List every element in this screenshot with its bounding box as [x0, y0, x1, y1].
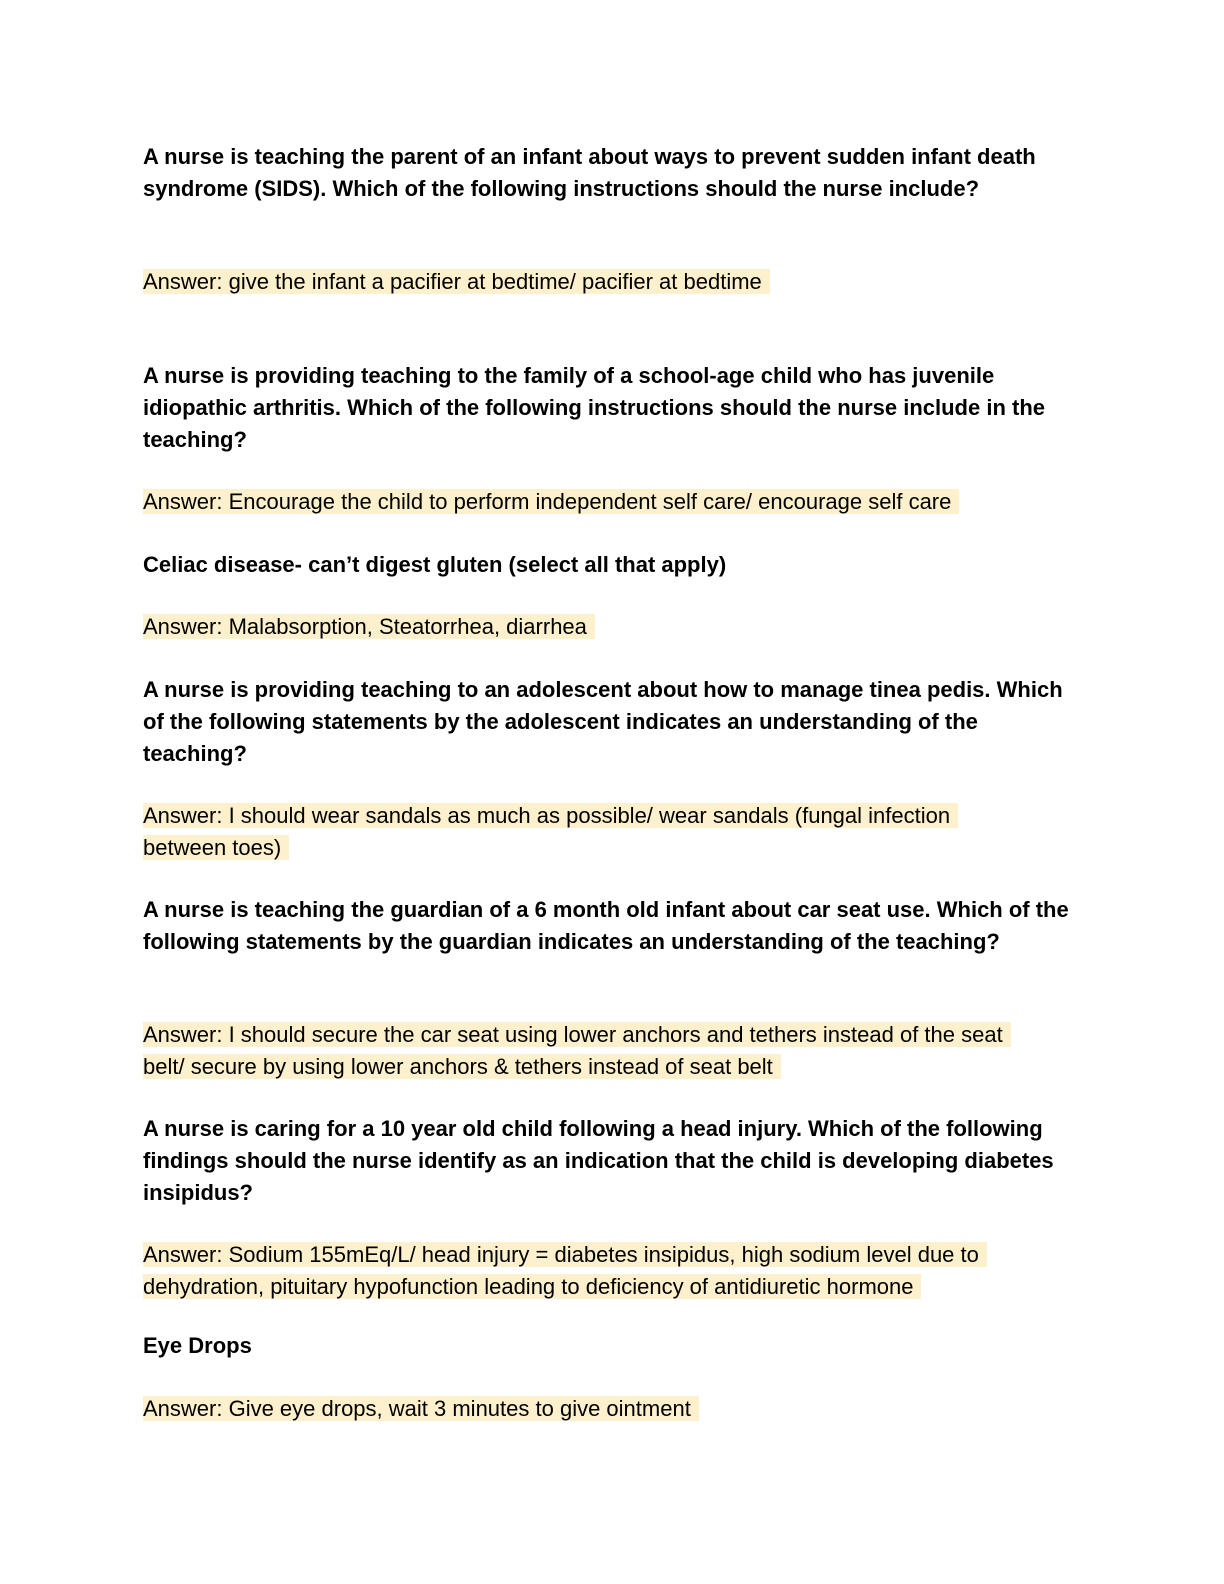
answer-4 [143, 800, 1028, 864]
answer-6 [143, 1239, 1063, 1303]
answer-6-text: Answer: Sodium 155mEq/L/ head injury = diabetes insipidus, high sodium level due to dehydration, pituitary hypofunction leading to deficiency of antidiuretic hormone [143, 1242, 987, 1299]
question-2: A nurse is providing teaching to the family of a school-age child who has juvenile idiopathic arthritis. Which of the following instructions should the nurse include in the teaching? [143, 363, 1046, 452]
answer-2-text: Answer: Encourage the child to perform independent self care/ encourage self care [143, 489, 959, 514]
answer-3-text: Answer: Malabsorption, Steatorrhea, diarrhea [143, 614, 595, 639]
answer-7-text: Answer: Give eye drops, wait 3 minutes to give ointment [143, 1396, 699, 1421]
question-5: A nurse is teaching the guardian of a 6 month old infant about car seat use. Which of the following statements by the guardian indicates an understanding of the teaching? [143, 897, 1069, 954]
answer-1-text: Answer: give the infant a pacifier at bedtime/ pacifier at bedtime [143, 269, 770, 294]
answer-2 [143, 486, 1043, 518]
answer-5 [143, 1019, 1038, 1083]
answer-7 [143, 1393, 1043, 1425]
answer-3 [143, 611, 1043, 643]
answer-5-text: Answer: I should secure the car seat using lower anchors and tethers instead of the seat belt/ secure by using lower anchors & tethers instead of seat belt [143, 1022, 1011, 1079]
question-7: Eye Drops [143, 1333, 252, 1358]
question-6: A nurse is caring for a 10 year old child following a head injury. Which of the following findings should the nurse identify as an indication that the child is developing diabetes insipidus? [143, 1116, 1054, 1205]
answer-4-text: Answer: I should wear sandals as much as possible/ wear sandals (fungal infection between toes) [143, 803, 958, 860]
question-3: Celiac disease- can’t digest gluten (select all that apply) [143, 552, 727, 577]
question-1: A nurse is teaching the parent of an infant about ways to prevent sudden infant death syndrome (SIDS). Which of the following instructions should the nurse include? [143, 144, 1036, 201]
answer-1 [143, 266, 843, 298]
question-4: A nurse is providing teaching to an adolescent about how to manage tinea pedis. Which of the following statements by the adolescent indicates an understanding of the teaching? [143, 677, 1063, 766]
